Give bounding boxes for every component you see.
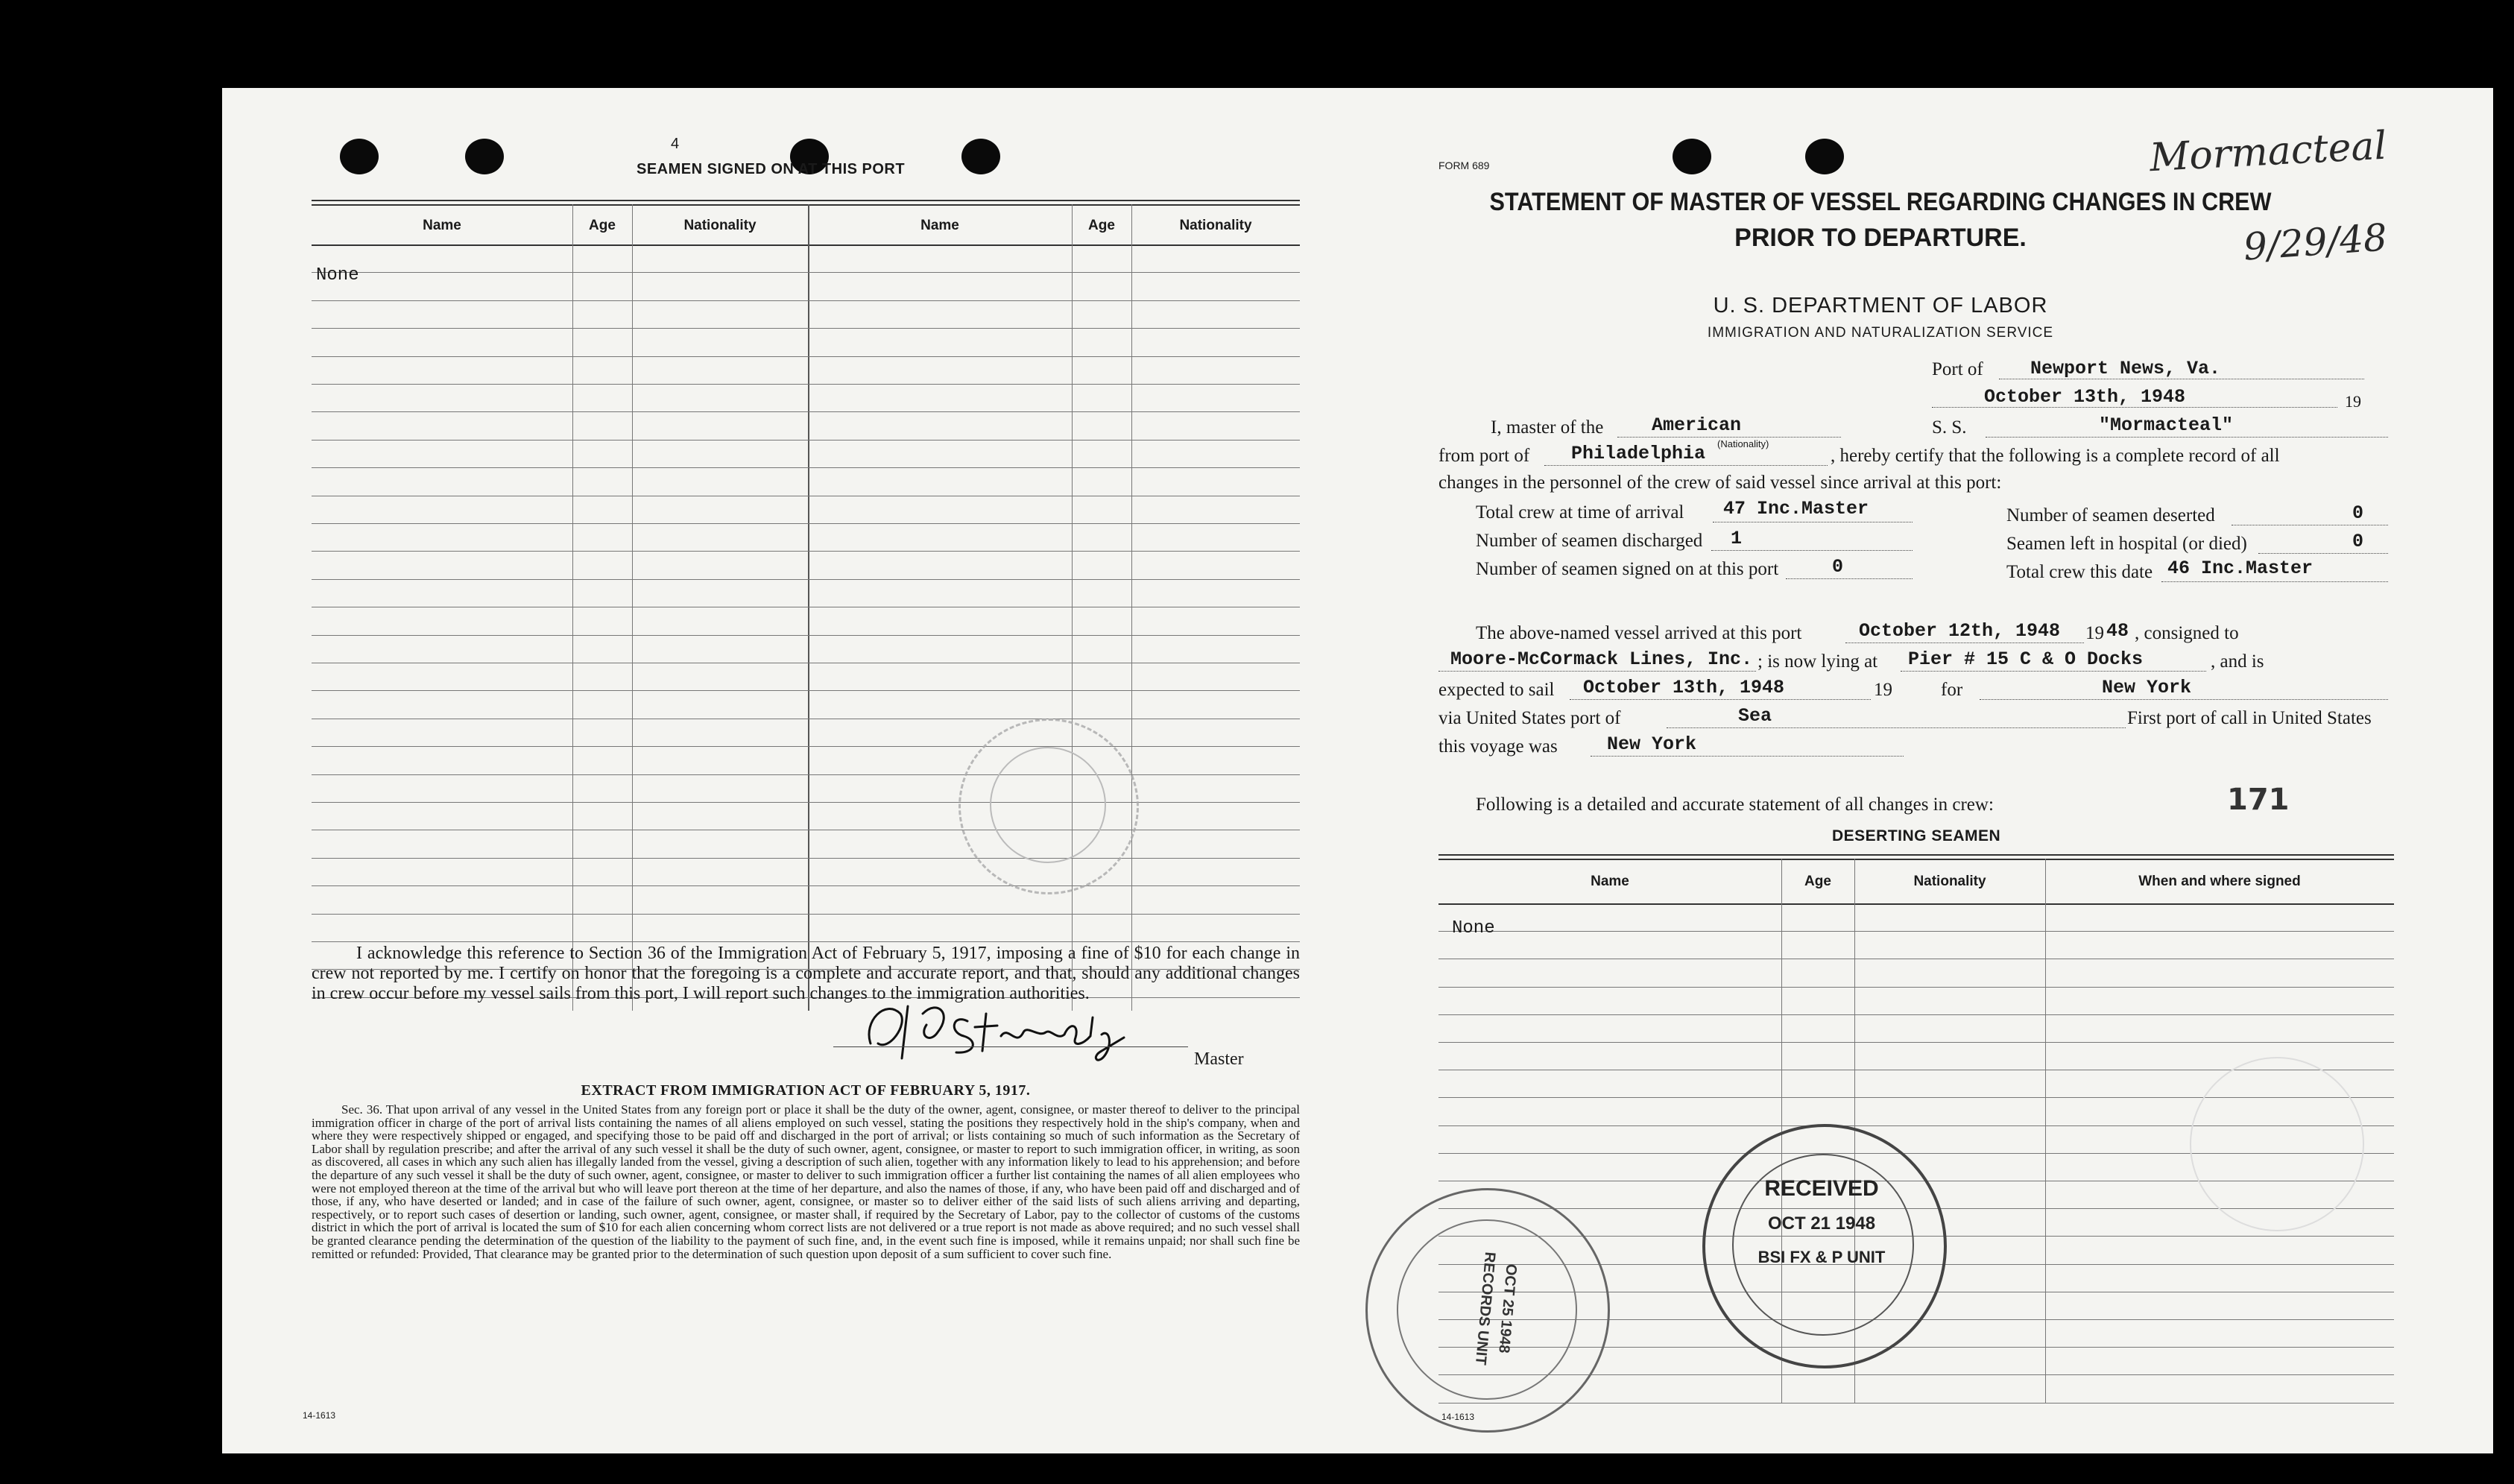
total-date-label: Total crew this date [2006,562,2153,582]
signed-on-field-line [1786,578,1913,579]
destination-value: New York [2102,677,2192,698]
from-port-value: Philadelphia [1571,443,1706,464]
table-row-rule [312,523,1300,524]
column-header-nationality: Nationality [1179,218,1252,233]
arrived-year-value: 48 [2106,620,2129,642]
table-row-rule [312,690,1300,691]
consignee-value: Moore-McCormack Lines, Inc. [1450,648,1753,670]
signature-line [833,1046,1188,1047]
records-stamp-date: OCT 25 1948 [1495,1263,1520,1354]
table-row-rule [1438,1403,2394,1404]
ss-label: S. S. [1932,417,1967,438]
from-port-label: from port of [1438,446,1530,466]
punch-hole [340,139,379,174]
received-stamp-label: RECEIVED [1764,1176,1879,1201]
table-row-rule [312,579,1300,580]
table-row-rule [1438,987,2394,988]
nationality-value: American [1652,414,1742,436]
table-row-rule [312,802,1300,803]
acknowledgement-text: I acknowledge this reference to Section 36 of the Immigration Act of February 5, 1917, imposing a fine of $10 for each change in crew not reported by me. I certify on honor that the foregoing is a complete and accurate report, and that, should any additional changes in crew occur before my vessel sails from this port, I will report such changes to the immigration authorities. [312,944,1300,1003]
table-row-rule [1438,1042,2394,1043]
table-row-rule [312,384,1300,385]
form-title-line-1: STATEMENT OF MASTER OF VESSEL REGARDING CHANGES IN CREW [1489,188,2272,216]
punch-hole [1673,139,1711,174]
table-row-rule [1438,931,2394,932]
first-port-label: First port of call in United States [2127,708,2372,728]
table-row-rule [312,440,1300,441]
destination-field-line [1980,699,2388,700]
punch-hole [465,139,504,174]
table-rule [312,200,1300,201]
for-label: for [1941,680,1963,700]
ship-field-line [1986,437,2388,438]
table-row-rule [312,635,1300,636]
service-name: IMMIGRATION AND NATURALIZATION SERVICE [1707,325,2054,341]
sail-year-prefix: 19 [1874,680,1892,700]
table-rule [1438,903,2394,905]
sail-date-value: October 13th, 1948 [1583,677,1785,698]
discharged-field-line [1711,550,1913,551]
table-row-rule [312,467,1300,468]
table-row-rule [312,858,1300,859]
deserted-value: 0 [2352,502,2364,524]
consigned-label: , consigned to [2135,623,2239,643]
via-value: Sea [1738,705,1772,727]
table-row-rule [312,411,1300,412]
date-year-suffix: 19 [2345,392,2361,411]
table-row-rule [312,300,1300,301]
consignee-field-line [1438,671,1756,672]
column-header-name: Name [920,218,959,233]
table-row-rule [312,941,1300,942]
hospital-field-line [2258,553,2388,554]
page-number: 4 [671,136,680,152]
table-rule [312,204,1300,206]
total-date-value: 46 Inc.Master [2167,558,2314,579]
table-column-rule [2045,859,2046,1403]
column-header-age: Age [1804,874,1831,889]
arrived-label: The above-named vessel arrived at this port [1476,623,1802,643]
table-row-rule [312,914,1300,915]
arrived-value: October 12th, 1948 [1859,620,2061,642]
certify-text: , hereby certify that the following is a complete record of all [1831,446,2280,466]
left-form-code: 14-1613 [303,1410,336,1421]
deserting-seamen-title: DESERTING SEAMEN [1832,827,2001,844]
column-header-name: Name [1591,874,1629,889]
from-port-field-line [1544,465,1828,466]
lying-value: Pier # 15 C & O Docks [1908,648,2144,670]
records-stamp-label: RECORDS UNIT [1471,1251,1499,1366]
master-label: I, master of the [1491,417,1604,438]
column-header-when-where: When and where signed [2138,874,2301,889]
ship-value: "Mormacteal" [2099,414,2234,436]
voyage-value: New York [1607,733,1697,755]
port-value: Newport News, Va. [2030,358,2221,379]
total-date-field-line [2161,581,2388,582]
lying-label: ; is now lying at [1757,651,1878,672]
arrived-year-prefix: 19 [2085,623,2104,643]
signed-on-label: Number of seamen signed on at this port [1476,559,1779,579]
hospital-label: Seamen left in hospital (or died) [2006,534,2247,554]
received-stamp-date: OCT 21 1948 [1767,1213,1876,1234]
hospital-value: 0 [2352,531,2364,552]
via-label: via United States port of [1438,708,1621,728]
master-signature [856,991,1169,1066]
table-row-rule [312,551,1300,552]
table-first-entry: None [316,265,359,285]
sail-date-field-line [1570,699,1871,700]
received-stamp-unit: BSI FX & P UNIT [1757,1248,1886,1266]
table-rule [312,244,1300,246]
column-header-name: Name [423,218,461,233]
table-row-rule [312,885,1300,886]
handwritten-date: 9/29/48 [2242,215,2389,269]
total-arrival-label: Total crew at time of arrival [1476,502,1684,522]
and-is-text: , and is [2211,651,2264,672]
signed-on-value: 0 [1832,556,1844,578]
nationality-hint: (Nationality) [1717,438,1769,449]
table-row-rule [312,356,1300,357]
voyage-field-line [1591,756,1904,757]
table-first-entry: None [1452,918,1495,938]
table-row-rule [312,746,1300,747]
signature-role-label: Master [1194,1049,1244,1069]
right-form-code: 14-1613 [1441,1412,1475,1422]
total-arrival-value: 47 Inc.Master [1723,498,1869,520]
extract-title: EXTRACT FROM IMMIGRATION ACT OF FEBRUARY 5, 1917. [581,1082,1031,1099]
faded-stamp-inner [990,747,1106,863]
extract-text: Sec. 36. That upon arrival of any vessel in the United States from any foreign port or place it shall be the duty of the owner, agent, consignee, or master thereof to deliver to the principal immigration officer in charge of the port of arrival lists containing the names of all aliens employed on such vessel, stating the positions they respectively hold in the ship's company, when and where they were respectively shipped or engaged, and specifying those to be paid off and discharged in the port of arrival; or lists containing so much of such information as the Secretary of Labor shall by regulation prescribe; and after the arrival of any such vessel it shall be the duty of such owner, agent, consignee, or master to report to such immigration officer, in writing, as soon as discovered, all cases in which any such alien has illegally landed from the vessel, giving a description of such alien, together with any information likely to lead to his apprehension; and before the departure of any such vessel it shall be the duty of such owner, agent, consignee, or master to deliver to such immigration officer a further list containing the names of all alien employees who were not employed thereon at the time of the arrival but who will leave port thereon at the time of her departure, and also the names of those, if any, who have been paid off and discharged and of those, if any, who have deserted or landed; and in case of the failure of such owner, agent, consignee, or master so to deliver either of the said lists of such aliens arriving and departing, respectively, or to report such cases of desertion or landing, such owner, agent, consignee, or master shall, if required by the Secretary of Labor, pay to the collector of customs of the customs district in which the port of arrival is located the sum of $10 for each alien concerning whom correct lists are not delivered or a true report is not made as above required; and no such vessel shall be granted clearance pending the determination of the question of the liability to the payment of such fine, and, in the event such fine is imposed, while it remains unpaid; nor shall such fine be remitted or refunded: Provided, That clearance may be granted prior to the determination of such question upon deposit of a sum sufficient to cover such fine. [312,1102,1300,1261]
following-text: Following is a detailed and accurate statement of all changes in crew: [1476,795,1994,815]
discharged-label: Number of seamen discharged [1476,531,1703,551]
table-row-rule [312,774,1300,775]
faint-stamp [2190,1057,2364,1231]
table-rule [1438,854,2394,856]
table-row-rule [312,272,1300,273]
nationality-field-line [1617,437,1841,438]
via-field-line [1667,727,2126,728]
deserted-label: Number of seamen deserted [2006,505,2215,525]
department-name: U. S. DEPARTMENT OF LABOR [1713,294,2048,318]
punch-hole [961,139,1000,174]
section-title: SEAMEN SIGNED ON AT THIS PORT [637,161,906,177]
column-header-age: Age [589,218,616,233]
table-row-rule [1438,1014,2394,1015]
form-number: FORM 689 [1438,160,1490,171]
handwritten-number: 171 [2227,783,2290,817]
lying-field-line [1901,671,2206,672]
table-rule [1438,859,2394,860]
arrived-field-line [1845,642,2084,643]
document-sheet [222,88,2493,1453]
column-header-nationality: Nationality [1913,874,1986,889]
column-header-nationality: Nationality [683,218,757,233]
port-label: Port of [1932,359,1983,379]
expected-label: expected to sail [1438,680,1555,700]
changes-text: changes in the personnel of the crew of said vessel since arrival at this port: [1438,473,2002,493]
discharged-value: 1 [1731,528,1743,549]
table-row-rule [312,328,1300,329]
date-value: October 13th, 1948 [1984,386,2186,408]
voyage-label: this voyage was [1438,736,1558,757]
column-header-age: Age [1088,218,1115,233]
punch-hole [1805,139,1844,174]
handwritten-vessel-note: Mormacteal [2148,123,2388,181]
form-title-line-2: PRIOR TO DEPARTURE. [1734,224,2027,252]
